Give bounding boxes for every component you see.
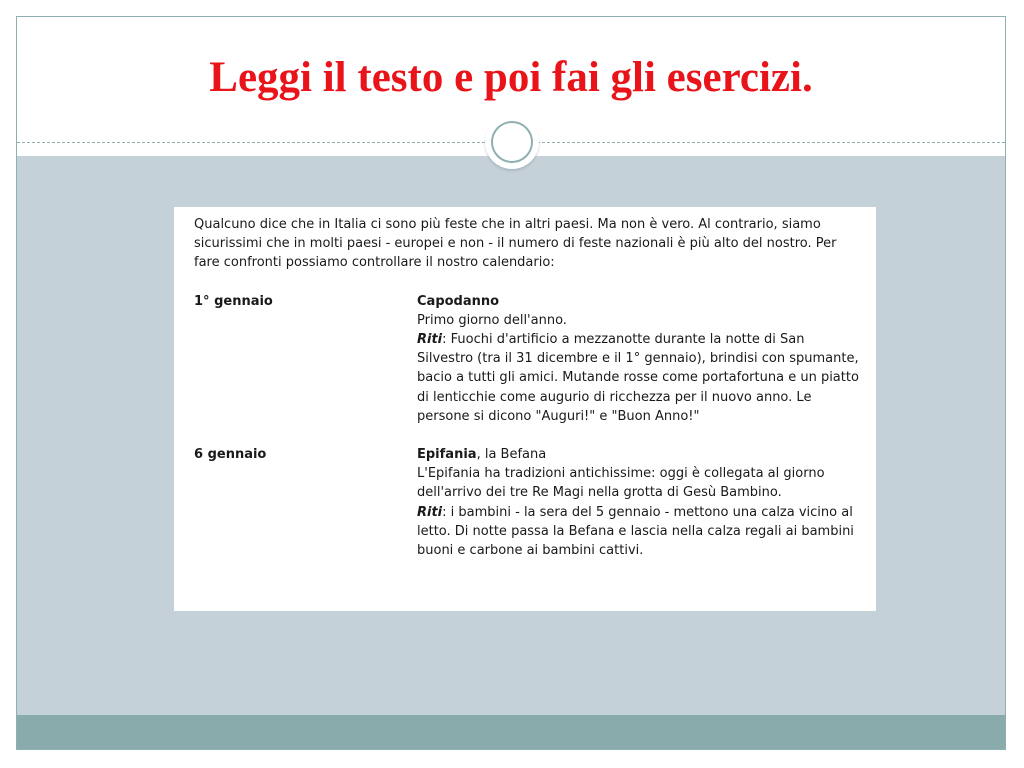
holiday-body	[417, 445, 862, 560]
holiday-row-epifania	[194, 445, 862, 560]
text-image	[174, 207, 876, 611]
holiday-description: Primo giorno dell'anno.	[417, 312, 567, 328]
holiday-name: Capodanno	[417, 293, 500, 309]
ring-icon	[491, 121, 533, 163]
holiday-date: 1° gennaio	[194, 293, 273, 309]
holiday-riti	[417, 503, 862, 561]
holiday-riti	[417, 330, 862, 426]
holiday-row-capodanno	[194, 292, 862, 426]
riti-text: : Fuochi d'artificio a mezzanotte durante la notte di San Silvestro (tra il 31 dicembre e il 1° gennaio), brindisi con spumante, bacio a tutti gli amici. Mutande rosse come portafortuna e un piatto di lenticchie come augurio di ricchezza per il nuovo anno. Le persone si dicono "Auguri!" e "Buon Anno!"	[417, 332, 859, 424]
holiday-description: L'Epifania ha tradizioni antichissime: oggi è collegata al giorno dell'arrivo dei tre Re Magi nella grotta di Gesù Bambino.	[417, 466, 825, 501]
holiday-name-suffix: , la Befana	[476, 447, 547, 463]
riti-label: Riti	[417, 504, 443, 520]
holiday-body	[417, 292, 862, 426]
holiday-date: 6 gennaio	[194, 447, 267, 463]
intro-paragraph: Qualcuno dice che in Italia ci sono più feste che in altri paesi. Ma non è vero. Al contrario, siamo sicurissimi che in molti paesi - europei e non - il numero di feste nazionali è più alto del nostro. Per fare confronti possiamo controllare il nostro calendario:	[194, 217, 837, 271]
slide-title: Leggi il testo e poi fai gli esercizi.	[209, 54, 813, 101]
holiday-name: Epifania	[417, 447, 477, 463]
slide	[16, 16, 1006, 750]
circle-ornament-icon	[485, 115, 539, 169]
riti-text: : i bambini - la sera del 5 gennaio - mettono una calza vicino al letto. Di notte passa la Befana e lascia nella calza regali ai bambini buoni e carbone ai bambini cattivi.	[417, 504, 854, 559]
riti-label: Riti	[417, 332, 443, 348]
holiday-heading	[417, 292, 862, 311]
holiday-heading	[417, 445, 862, 464]
footer-bar	[17, 715, 1005, 749]
